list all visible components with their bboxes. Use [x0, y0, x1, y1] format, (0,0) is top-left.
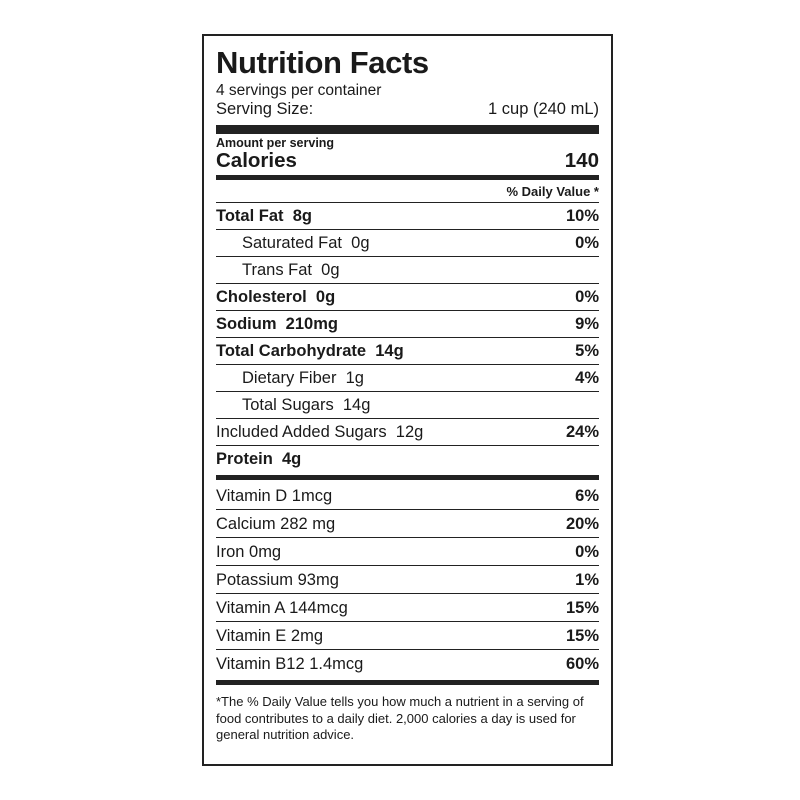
vitamin-pct: 20% [565, 514, 599, 533]
list-item [216, 622, 599, 649]
vitamin-name: Vitamin E 2mg [216, 626, 323, 645]
table-row [216, 230, 599, 256]
nutrient-pct: 5% [575, 342, 599, 360]
divider-thick-top [216, 125, 599, 134]
serving-size-row [216, 99, 599, 119]
serving-size-label: Serving Size: [216, 100, 314, 118]
vitamin-pct: 1% [575, 570, 599, 589]
vitamin-name: Calcium 282 mg [216, 514, 336, 533]
list-item [216, 538, 599, 565]
nutrient-name: Total Fat 8g [216, 207, 312, 225]
vitamin-name: Vitamin B12 1.4mcg [216, 654, 364, 673]
table-row [216, 311, 599, 337]
nutrient-name: Protein 4g [216, 450, 302, 468]
list-item [216, 566, 599, 593]
nutrient-pct: 9% [575, 315, 599, 333]
table-row [216, 284, 599, 310]
vitamin-pct: 15% [565, 598, 599, 617]
nutrient-pct: 24% [565, 423, 599, 441]
table-row [216, 392, 599, 418]
calories-label: Calories [216, 149, 297, 172]
nutrient-name: Total Carbohydrate 14g [216, 342, 404, 360]
nutrient-pct: 0% [575, 288, 599, 306]
divider-medium-2 [216, 475, 599, 480]
page-title: Nutrition Facts [216, 45, 429, 80]
calories-row [216, 149, 599, 172]
vitamin-name: Vitamin A 144mcg [216, 598, 348, 617]
calories-value: 140 [564, 149, 599, 172]
nutrition-facts-panel [202, 34, 613, 766]
nutrient-name: Dietary Fiber 1g [242, 369, 364, 387]
nutrient-name: Included Added Sugars 12g [216, 423, 424, 441]
nutrient-name: Trans Fat 0g [242, 261, 340, 279]
vitamin-pct: 60% [565, 654, 599, 673]
vitamin-name: Potassium 93mg [216, 570, 339, 589]
vitamin-name: Vitamin D 1mcg [216, 486, 333, 505]
vitamin-pct: 15% [565, 626, 599, 645]
list-item [216, 594, 599, 621]
nutrient-pct: 4% [575, 369, 599, 387]
table-row [216, 365, 599, 391]
nutrient-name: Total Sugars 14g [242, 396, 371, 414]
list-item [216, 650, 599, 677]
daily-value-header: % Daily Value * [506, 184, 599, 199]
nutrient-pct: 0% [575, 234, 599, 252]
table-row [216, 203, 599, 229]
divider-medium-3 [216, 680, 599, 685]
list-item [216, 482, 599, 509]
table-row [216, 257, 599, 283]
serving-size-value: 1 cup (240 mL) [488, 100, 599, 118]
nutrient-name: Saturated Fat 0g [242, 234, 370, 252]
vitamin-pct: 0% [575, 542, 599, 561]
vitamin-pct: 6% [575, 486, 599, 505]
servings-per-container: 4 servings per container [216, 82, 382, 99]
table-row [216, 446, 599, 472]
amount-per-serving-label: Amount per serving [216, 136, 335, 150]
nutrient-pct: 10% [565, 207, 599, 225]
table-row [216, 419, 599, 445]
nutrition-facts-inner [216, 44, 599, 756]
table-row [216, 338, 599, 364]
nutrient-name: Sodium 210mg [216, 315, 338, 333]
daily-value-footnote: *The % Daily Value tells you how much a nutrient in a serving of food contributes to a daily diet. 2,000 calories a day is used for general nutrition advice. [216, 694, 584, 742]
vitamin-name: Iron 0mg [216, 542, 282, 561]
list-item [216, 510, 599, 537]
nutrient-name: Cholesterol 0g [216, 288, 336, 306]
divider-medium [216, 175, 599, 180]
